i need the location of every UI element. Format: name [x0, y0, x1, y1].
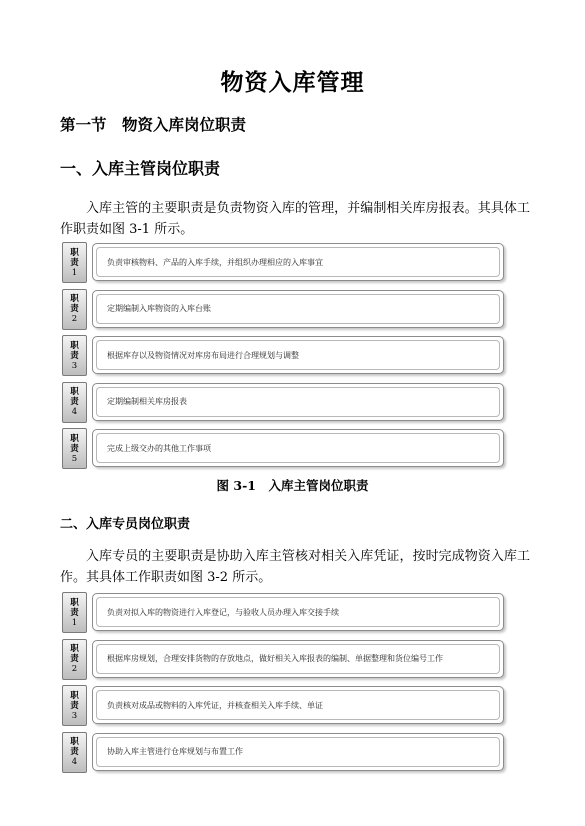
duty-row: [62, 685, 504, 726]
badge-char: 责: [70, 607, 79, 618]
badge-char: 职: [70, 433, 79, 444]
badge-char: 职: [70, 247, 79, 258]
badge-number: 5: [71, 453, 78, 464]
badge-number: 4: [71, 757, 78, 767]
duty-row: [62, 639, 504, 680]
badge-char: 责: [70, 747, 79, 757]
duty-row: [62, 382, 504, 423]
badge-number: 3: [71, 710, 78, 721]
duty-text: 协助入库主管进行仓库规划与布置工作: [96, 737, 500, 767]
duty-text: 负责核对成品或物料的入库凭证，并核查相关入库手续、单证: [96, 690, 500, 720]
paragraph-manager: 入库主管的主要职责是负责物资入库的管理，并编制相关库房报表。其具体工作职责如图 3-1 所示。: [60, 201, 530, 237]
duty-badge: [62, 242, 87, 283]
badge-char: 责: [70, 654, 79, 664]
badge-number: 2: [71, 314, 78, 324]
duty-badge: [62, 289, 87, 330]
duty-box: [92, 243, 504, 281]
duty-box: [92, 640, 504, 678]
badge-char: 职: [70, 597, 79, 608]
duty-text: 根据库房规划，合理安排货物的存放地点，做好相关入库报表的编制、单据整理和货位编号工作: [96, 644, 500, 674]
duty-text: 定期编制相关库房报表: [96, 387, 500, 417]
badge-number: 1: [71, 267, 78, 278]
duty-badge: [62, 428, 87, 469]
badge-char: 职: [70, 340, 79, 351]
paragraph-specialist: 入库专员的主要职责是协助入库主管核对相关入库凭证，按时完成物资入库工作。其具体工作职责如图 3-2 所示。: [60, 549, 530, 585]
duty-badge: [62, 685, 87, 726]
badge-number: 3: [71, 360, 78, 371]
badge-char: 责: [70, 443, 79, 454]
duty-text: 负责审核物料、产品的入库手续，并组织办理相应的入库事宜: [96, 247, 500, 277]
badge-char: 职: [70, 387, 79, 397]
duty-text: 负责对拟入库的物资进行入库登记，与验收人员办理入库交接手续: [96, 597, 500, 627]
duty-list-specialist: [62, 592, 504, 778]
duty-text: 完成上级交办的其他工作事项: [96, 433, 500, 463]
duty-badge: [62, 335, 87, 376]
heading-manager-duties: 一、入库主管岗位职责: [60, 159, 221, 178]
duty-row: [62, 592, 504, 633]
badge-char: 责: [70, 350, 79, 361]
duty-box: [92, 686, 504, 724]
badge-char: 责: [70, 257, 79, 268]
page-title: 物资入库管理: [220, 69, 365, 96]
duty-badge: [62, 639, 87, 680]
badge-char: 责: [70, 700, 79, 711]
badge-char: 责: [70, 397, 79, 407]
duty-box: [92, 733, 504, 771]
duty-text: 定期编制入库物资的入库台账: [96, 294, 500, 324]
badge-char: 职: [70, 690, 79, 701]
badge-char: 职: [70, 737, 79, 747]
badge-number: 4: [71, 407, 78, 417]
duty-box: [92, 336, 504, 374]
heading-specialist-duties: 二、入库专员岗位职责: [60, 517, 191, 532]
duty-badge: [62, 382, 87, 423]
duty-text: 根据库存以及物资情况对库房布局进行合理规划与调整: [96, 340, 500, 370]
badge-char: 职: [70, 644, 79, 654]
duty-box: [92, 429, 504, 467]
duty-box: [92, 593, 504, 631]
badge-number: 1: [71, 617, 78, 628]
duty-badge: [62, 592, 87, 633]
duty-row: [62, 732, 504, 773]
duty-row: [62, 428, 504, 469]
duty-row: [62, 335, 504, 376]
section-title: 第一节 物资入库岗位职责: [60, 115, 247, 134]
duty-row: [62, 242, 504, 283]
duty-badge: [62, 732, 87, 773]
figure-caption: 图 3-1 入库主管岗位职责: [216, 478, 369, 493]
badge-char: 职: [70, 294, 79, 304]
duty-list-manager: [62, 242, 504, 475]
duty-box: [92, 383, 504, 421]
badge-number: 2: [71, 664, 78, 674]
duty-row: [62, 289, 504, 330]
duty-box: [92, 290, 504, 328]
badge-char: 责: [70, 304, 79, 314]
